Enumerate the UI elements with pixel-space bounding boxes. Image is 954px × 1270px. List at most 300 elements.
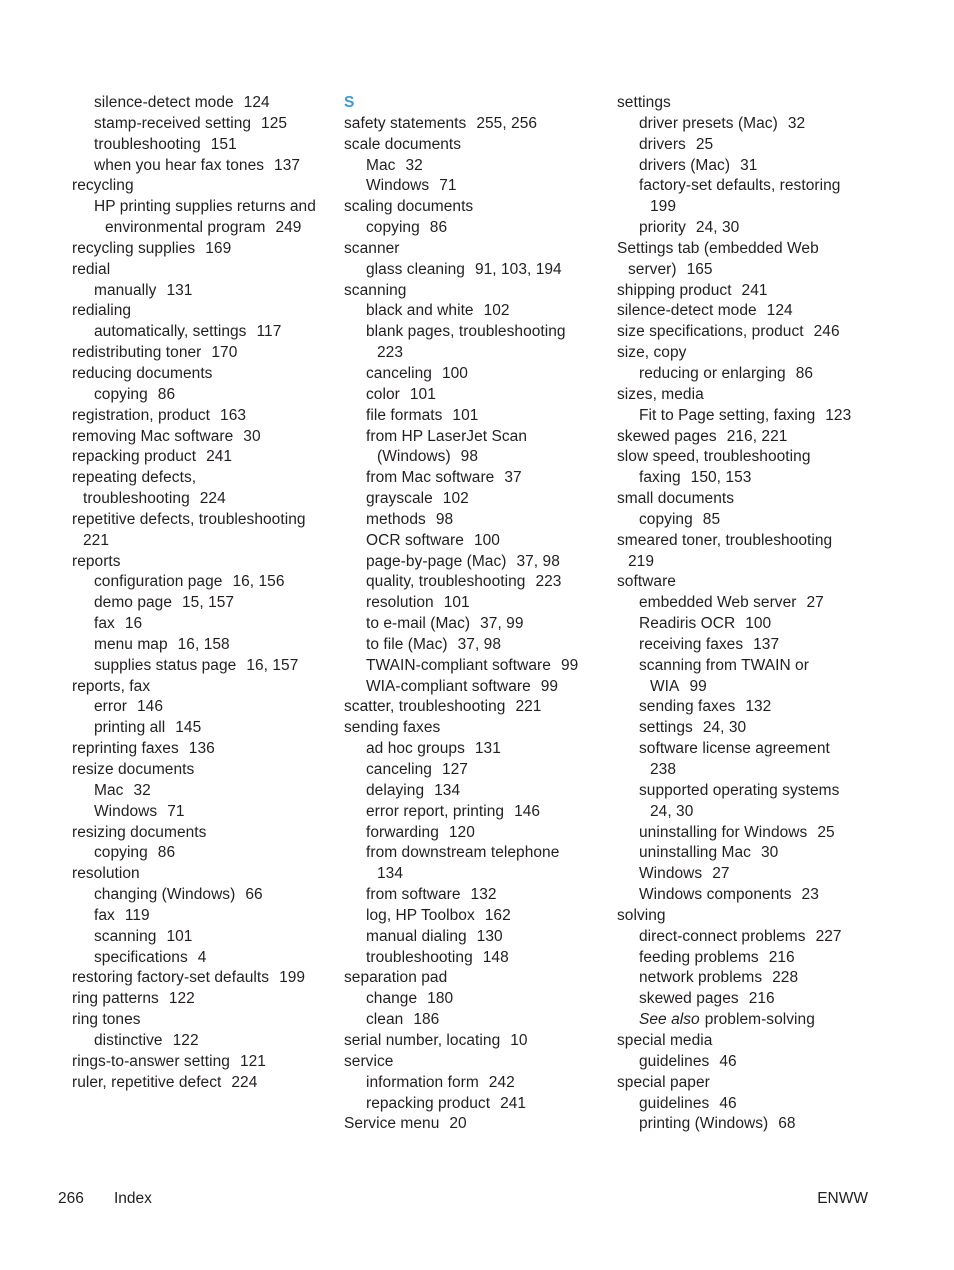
index-subentry <box>72 656 334 677</box>
entry-term: clean <box>366 1011 404 1029</box>
index-subentry <box>617 1052 879 1073</box>
entry-term: software license agreement <box>639 740 830 758</box>
index-entry <box>344 114 606 135</box>
entry-term: 219 <box>628 552 655 570</box>
index-subentry <box>344 1073 606 1094</box>
entry-page-refs: 101 <box>443 594 470 612</box>
index-subentry <box>344 447 606 468</box>
entry-term: 238 <box>650 761 677 778</box>
entry-term: configuration page <box>94 573 223 591</box>
index-subentry <box>344 510 606 531</box>
index-subentry <box>617 635 879 656</box>
entry-term: 134 <box>377 865 404 883</box>
entry-term: sizes, media <box>617 385 704 403</box>
index-subentry <box>344 301 606 322</box>
entry-term: reducing or enlarging <box>639 364 786 382</box>
entry-page-refs: 134 <box>434 781 461 799</box>
index-subentry <box>344 635 606 656</box>
entry-term: from software <box>366 886 461 904</box>
entry-term: serial number, locating <box>344 1031 501 1049</box>
index-entry <box>72 447 334 468</box>
entry-term: scanning from TWAIN or <box>639 656 809 674</box>
entry-page-refs: 241 <box>741 281 768 299</box>
index-entry <box>617 572 879 593</box>
entry-term: resizing documents <box>72 823 207 841</box>
entry-page-refs: 86 <box>795 364 814 382</box>
index-subentry <box>72 906 334 927</box>
entry-term: stamp-received setting <box>94 114 252 132</box>
index-subentry <box>617 656 879 677</box>
index-subentry <box>617 718 879 739</box>
entry-term: troubleshooting <box>83 490 190 508</box>
entry-term: priority <box>639 219 686 237</box>
entry-term: scale documents <box>344 135 462 153</box>
entry-page-refs: 91, 103, 194 <box>474 260 562 278</box>
entry-term: error <box>94 698 127 716</box>
index-entry <box>72 864 334 885</box>
entry-page-refs: 132 <box>745 698 772 716</box>
index-subentry <box>617 406 879 427</box>
entry-page-refs: 228 <box>772 969 799 987</box>
entry-page-refs: 31 <box>740 156 758 174</box>
entry-page-refs: 102 <box>483 302 510 320</box>
entry-page-refs: 85 <box>702 510 721 528</box>
entry-page-refs: 100 <box>745 615 772 633</box>
entry-page-refs: 216 <box>748 990 775 1008</box>
entry-page-refs: 169 <box>205 239 232 257</box>
index-subentry <box>617 593 879 614</box>
index-entry <box>72 427 334 448</box>
index-entry <box>617 906 879 927</box>
index-subentry <box>617 364 879 385</box>
entry-page-refs: 98 <box>435 510 454 528</box>
index-subentry <box>344 781 606 802</box>
entry-term: demo page <box>94 594 173 612</box>
entry-term: grayscale <box>366 490 433 508</box>
index-entry <box>617 427 879 448</box>
entry-page-refs: 130 <box>476 927 503 945</box>
index-entry <box>617 281 879 302</box>
index-entry <box>344 1052 606 1073</box>
index-subentry <box>72 197 334 218</box>
entry-term: size specifications, product <box>617 323 804 341</box>
index-entry <box>72 1073 334 1094</box>
entry-page-refs: 119 <box>124 906 150 924</box>
entry-term: environmental program <box>105 219 266 237</box>
entry-term: rings-to-answer setting <box>72 1052 230 1070</box>
entry-term: recycling <box>72 177 134 195</box>
index-subentry <box>344 1010 606 1031</box>
index-entry <box>344 1031 606 1052</box>
entry-page-refs: 37, 99 <box>480 615 524 633</box>
entry-term: Readiris OCR <box>639 615 736 633</box>
index-subentry <box>344 739 606 760</box>
entry-term: (Windows) <box>377 448 451 466</box>
index-subentry <box>72 843 334 864</box>
index-subentry <box>72 697 334 718</box>
entry-term: resolution <box>72 865 140 883</box>
entry-term: Windows <box>639 865 703 883</box>
entry-page-refs: 37, 98 <box>516 552 560 570</box>
entry-term: reprinting faxes <box>72 740 179 758</box>
index-subentry <box>617 552 879 573</box>
index-subentry <box>617 968 879 989</box>
entry-term: Windows <box>94 802 158 820</box>
entry-term: log, HP Toolbox <box>366 906 475 924</box>
entry-term: reports, fax <box>72 677 151 695</box>
entry-term: skewed pages <box>639 990 739 1008</box>
entry-term: delaying <box>366 781 425 799</box>
entry-term: 24, 30 <box>650 802 694 820</box>
entry-page-refs: 16, 157 <box>246 656 299 674</box>
entry-term: blank pages, troubleshooting <box>366 323 566 341</box>
entry-term: repetitive defects, troubleshooting <box>72 510 306 528</box>
index-subentry <box>617 760 879 781</box>
index-subentry <box>72 885 334 906</box>
index-entry <box>72 406 334 427</box>
entry-term: quality, troubleshooting <box>366 573 526 591</box>
index-subentry <box>344 218 606 239</box>
entry-term: Settings tab (embedded Web <box>617 239 819 257</box>
index-subentry <box>344 906 606 927</box>
entry-page-refs: 122 <box>168 990 195 1008</box>
entry-term: scanning <box>344 281 407 299</box>
entry-term: software <box>617 573 676 591</box>
entry-term: reports <box>72 552 121 570</box>
index-subentry <box>617 156 879 177</box>
entry-term: menu map <box>94 635 168 653</box>
entry-page-refs: 120 <box>448 823 475 841</box>
entry-term: solving <box>617 906 666 924</box>
entry-page-refs: 136 <box>188 740 215 758</box>
entry-term: guidelines <box>639 1052 710 1070</box>
entry-page-refs: 124 <box>243 94 270 111</box>
entry-page-refs: 131 <box>166 281 193 299</box>
index-subentry <box>344 260 606 281</box>
index-subentry <box>617 197 879 218</box>
entry-term: WIA <box>650 677 680 695</box>
entry-page-refs: 146 <box>136 698 163 716</box>
index-entry <box>617 322 879 343</box>
index-subentry <box>344 364 606 385</box>
entry-term: ring tones <box>72 1011 141 1029</box>
entry-page-refs: 37, 98 <box>457 635 502 653</box>
index-subentry <box>344 156 606 177</box>
entry-term: fax <box>94 615 115 633</box>
entry-term: separation pad <box>344 969 448 987</box>
entry-page-refs: 163 <box>220 406 247 424</box>
entry-term: Windows <box>366 177 430 195</box>
entry-term: ruler, repetitive defect <box>72 1073 222 1091</box>
entry-term: fax <box>94 906 115 924</box>
entry-term: ring patterns <box>72 990 159 1008</box>
entry-page-refs: 255, 256 <box>476 114 538 132</box>
index-subentry <box>344 531 606 552</box>
entry-page-refs: 127 <box>441 761 468 778</box>
entry-page-refs: 32 <box>133 781 151 799</box>
index-entry <box>617 489 879 510</box>
entry-term: supplies status page <box>94 656 237 674</box>
entry-term: copying <box>639 510 693 528</box>
index-subentry <box>617 510 879 531</box>
entry-term: reducing documents <box>72 364 213 382</box>
index-entry <box>344 239 606 260</box>
entry-term: WIA-compliant software <box>366 677 531 695</box>
entry-page-refs: 100 <box>441 364 468 382</box>
entry-term: shipping product <box>617 281 732 299</box>
index-subentry <box>72 593 334 614</box>
entry-term: supported operating systems <box>639 781 840 799</box>
entry-page-refs: 24, 30 <box>695 219 740 237</box>
index-entry <box>344 697 606 718</box>
index-subentry <box>344 989 606 1010</box>
index-subentry <box>72 948 334 969</box>
entry-term: factory-set defaults, restoring <box>639 177 841 195</box>
entry-term: direct-connect problems <box>639 927 806 945</box>
index-entry <box>617 1031 879 1052</box>
index-subentry <box>72 718 334 739</box>
entry-page-refs: 199 <box>279 969 306 987</box>
entry-page-refs: 101 <box>166 927 193 945</box>
entry-page-refs: 4 <box>197 948 207 966</box>
index-subentry <box>617 1114 879 1135</box>
entry-page-refs: 16 <box>124 615 143 633</box>
entry-page-refs: 165 <box>686 260 713 278</box>
index-entry <box>72 510 334 531</box>
entry-page-refs: 32 <box>405 156 423 174</box>
index-subentry <box>344 572 606 593</box>
entry-page-refs: 150, 153 <box>690 469 752 487</box>
entry-page-refs: 131 <box>474 740 501 758</box>
entry-page-refs: 241 <box>500 1094 527 1112</box>
entry-term: faxing <box>639 469 681 487</box>
entry-term: copying <box>94 385 148 403</box>
entry-term: removing Mac software <box>72 427 234 445</box>
index-subentry <box>617 948 879 969</box>
index-subentry <box>72 1031 334 1052</box>
index-subentry <box>72 572 334 593</box>
entry-term: 221 <box>83 531 110 549</box>
entry-term: scanner <box>344 239 400 257</box>
entry-term: guidelines <box>639 1094 710 1112</box>
index-subentry <box>617 677 879 698</box>
entry-term: methods <box>366 510 426 528</box>
entry-page-refs: 224 <box>199 490 226 508</box>
entry-term: from downstream telephone <box>366 844 560 862</box>
index-entry <box>344 718 606 739</box>
entry-page-refs: 101 <box>452 406 479 424</box>
index-entry <box>72 176 334 197</box>
index-subentry <box>344 468 606 489</box>
index-subentry <box>344 927 606 948</box>
entry-term: TWAIN-compliant software <box>366 656 551 674</box>
entry-term: size, copy <box>617 344 687 362</box>
index-entry <box>344 281 606 302</box>
entry-page-refs: 99 <box>560 656 579 674</box>
entry-page-refs: 37 <box>504 469 522 487</box>
entry-page-refs: 117 <box>256 323 282 341</box>
entry-page-refs: 102 <box>442 490 469 508</box>
entry-page-refs: 137 <box>274 156 301 174</box>
entry-page-refs: 216, 221 <box>726 427 788 445</box>
entry-page-refs: 224 <box>231 1073 258 1091</box>
index-subentry <box>72 114 334 135</box>
entry-term: restoring factory-set defaults <box>72 969 270 987</box>
section-letter-label: S <box>344 94 355 111</box>
entry-page-refs: 132 <box>470 886 497 904</box>
entry-page-refs: 125 <box>261 114 288 132</box>
entry-term: embedded Web server <box>639 594 797 612</box>
index-entry <box>72 364 334 385</box>
index-subentry <box>617 843 879 864</box>
entry-page-refs: 242 <box>488 1073 515 1091</box>
index-subentry <box>72 781 334 802</box>
index-subentry <box>72 802 334 823</box>
entry-page-refs: 249 <box>275 219 302 237</box>
index-subentry <box>72 281 334 302</box>
entry-term: drivers <box>639 135 686 153</box>
entry-term: scanning <box>94 927 157 945</box>
index-subentry <box>72 93 334 114</box>
index-entry <box>72 677 334 698</box>
entry-term: troubleshooting <box>94 135 201 153</box>
index-subentry <box>72 156 334 177</box>
index-entry <box>617 301 879 322</box>
entry-page-refs: 25 <box>695 135 714 153</box>
index-subentry <box>344 552 606 573</box>
index-column-2 <box>344 93 606 1135</box>
index-entry <box>72 260 334 281</box>
entry-page-refs: 16, 156 <box>232 573 285 591</box>
entry-page-refs: 227 <box>815 927 842 945</box>
index-subentry <box>344 385 606 406</box>
entry-term: resize documents <box>72 761 195 778</box>
entry-term: special paper <box>617 1073 710 1091</box>
entry-term: canceling <box>366 761 432 778</box>
entry-page-refs: 99 <box>689 677 707 695</box>
index-subentry <box>617 135 879 156</box>
entry-term: OCR software <box>366 531 464 549</box>
entry-term: silence-detect mode <box>94 94 234 111</box>
index-entry <box>72 1010 334 1031</box>
section-letter <box>344 93 606 114</box>
index-subentry <box>617 885 879 906</box>
index-subentry <box>617 781 879 802</box>
index-subentry <box>344 656 606 677</box>
index-subentry <box>344 406 606 427</box>
entry-term: distinctive <box>94 1031 163 1049</box>
entry-page-refs: 121 <box>239 1052 266 1070</box>
index-subentry <box>617 927 879 948</box>
entry-term: 223 <box>377 344 404 362</box>
entry-page-refs: 71 <box>167 802 185 820</box>
index-column-1 <box>72 93 334 1094</box>
entry-page-refs: 123 <box>825 406 852 424</box>
entry-page-refs: 86 <box>157 844 176 862</box>
entry-term: change <box>366 990 418 1008</box>
entry-term: file formats <box>366 406 443 424</box>
index-subentry <box>72 635 334 656</box>
entry-term: safety statements <box>344 114 467 132</box>
entry-term: silence-detect mode <box>617 302 757 320</box>
entry-term: from Mac software <box>366 469 495 487</box>
entry-term: 199 <box>650 198 677 216</box>
index-subentry <box>344 677 606 698</box>
entry-page-refs: 146 <box>514 802 541 820</box>
entry-page-refs: 99 <box>540 677 559 695</box>
entry-term: resolution <box>366 594 434 612</box>
entry-term: information form <box>366 1073 479 1091</box>
entry-term: Fit to Page setting, faxing <box>639 406 816 424</box>
index-entry <box>617 343 879 364</box>
entry-page-refs: 216 <box>768 948 795 966</box>
entry-term: receiving faxes <box>639 635 744 653</box>
entry-page-refs: 186 <box>413 1011 440 1029</box>
index-subentry <box>72 614 334 635</box>
entry-page-refs: 101 <box>409 385 436 403</box>
index-entry <box>72 468 334 489</box>
index-entry <box>72 301 334 322</box>
entry-term: sending faxes <box>639 698 736 716</box>
index-subentry <box>72 927 334 948</box>
index-subentry <box>344 823 606 844</box>
index-subentry <box>344 489 606 510</box>
entry-term: sending faxes <box>344 719 441 737</box>
index-entry <box>72 1052 334 1073</box>
index-subentry <box>617 218 879 239</box>
entry-term: Mac <box>366 156 396 174</box>
entry-term: from HP LaserJet Scan <box>366 427 527 445</box>
index-subentry <box>344 614 606 635</box>
entry-term: manual dialing <box>366 927 467 945</box>
index-entry <box>344 968 606 989</box>
entry-term: copying <box>94 844 148 862</box>
entry-term: network problems <box>639 969 763 987</box>
entry-page-refs: 145 <box>175 719 202 737</box>
index-entry <box>617 531 879 552</box>
index-subentry <box>617 739 879 760</box>
index-subentry <box>617 864 879 885</box>
entry-term: page-by-page (Mac) <box>366 552 507 570</box>
entry-page-refs: 30 <box>760 844 779 862</box>
index-subentry <box>617 989 879 1010</box>
entry-term: HP printing supplies returns and <box>94 198 316 216</box>
entry-page-refs: 15, 157 <box>182 594 235 612</box>
entry-term: repacking product <box>72 448 197 466</box>
entry-page-refs: 137 <box>753 635 780 653</box>
index-subentry <box>72 531 334 552</box>
index-subentry <box>617 823 879 844</box>
entry-term: redial <box>72 260 111 278</box>
entry-term: small documents <box>617 490 735 508</box>
entry-term: skewed pages <box>617 427 717 445</box>
index-subentry <box>344 343 606 364</box>
entry-term: to file (Mac) <box>366 635 448 653</box>
entry-term: scatter, troubleshooting <box>344 698 506 716</box>
entry-term: special media <box>617 1031 713 1049</box>
index-entry <box>344 135 606 156</box>
entry-term: repeating defects, <box>72 469 197 487</box>
entry-term: uninstalling Mac <box>639 844 751 862</box>
entry-page-refs: 98 <box>460 448 478 466</box>
index-subentry <box>72 322 334 343</box>
entry-page-refs: 23 <box>801 886 819 904</box>
entry-term: smeared toner, troubleshooting <box>617 531 833 549</box>
entry-term: drivers (Mac) <box>639 156 731 174</box>
entry-term: slow speed, troubleshooting <box>617 448 811 466</box>
index-entry <box>344 197 606 218</box>
entry-term: settings <box>639 719 693 737</box>
